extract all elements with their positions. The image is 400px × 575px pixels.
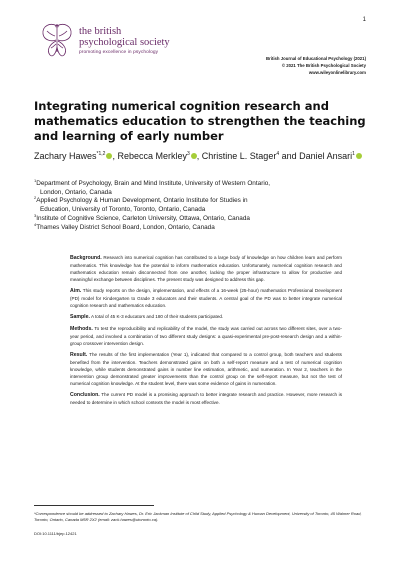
- abstract-text: A total of 45 K-3 educators and 180 of their students participated.: [90, 314, 224, 319]
- author-name[interactable]: Rebecca Merkley: [117, 151, 187, 161]
- journal-name: British Journal of Educational Psychology (2021): [265, 56, 366, 61]
- abstract-heading: Conclusion.: [70, 392, 100, 398]
- society-name-line2: psychological society: [79, 37, 170, 48]
- affiliation-item: [34, 197, 374, 214]
- doi-reference[interactable]: DOI:10.1111/bjep.12421: [34, 531, 77, 536]
- author-affiliation-mark: 4: [276, 151, 280, 157]
- journal-url[interactable]: www.wileyonlinelibrary.com: [308, 70, 366, 75]
- author-affiliation-mark: 1: [352, 151, 355, 157]
- affiliation-number: 3: [34, 212, 37, 218]
- abstract-conclusion: [70, 391, 342, 406]
- abstract-text: To test the reproducibility and replicability of the model, the study was carried out across two different sites, over a two-year period, and involved a combination of two different study designs: a quasi-experimental pre-post-research design and a within-group crossover intervention design.: [70, 326, 342, 346]
- author-affiliation-mark: *1,2: [96, 151, 106, 157]
- author-separator: ,: [196, 151, 202, 161]
- affiliation-text-cont: London, Ontario, Canada: [40, 188, 112, 196]
- abstract-text: The current PD model is a promising approach to better integrate research and practice. However, more research is needed to determine in which school contexts the model is most effective.: [70, 392, 342, 405]
- correspondence-footnote: *Correspondence should be addressed to Zachary Hawes, Dr. Eric Jackman Institute of Child Study, Applied Psychology & Human Development, University of Toronto, 45 Walmer Road, Toronto, Ontario, Canada M5R 2X2 (email: zack.hawes@utoronto.ca).: [34, 511, 362, 523]
- abstract-methods: [70, 325, 342, 347]
- author-affiliation-mark: 3: [186, 151, 190, 157]
- abstract-background: [70, 254, 342, 283]
- author-name[interactable]: Daniel Ansari: [299, 151, 353, 161]
- affiliation-text: Applied Psychology & Human Development, Ontario Institute for Studies in: [36, 197, 248, 205]
- abstract-heading: Background.: [70, 255, 102, 261]
- affiliation-item: [34, 177, 374, 197]
- affiliation-item: [34, 221, 374, 233]
- abstract-heading: Result.: [70, 352, 88, 358]
- abstract-text: Research into numerical cognition has contributed to a large body of knowledge on how children learn and perform mathematics. This knowledge has the potential to inform mathematics education. Unfortunately, numerical cognition research and mathematics education remain disconnected from one another, lacking the proper infrastructure to allow for productive and meaningful exchange between disciplines. The present study was designed to address this gap.: [70, 255, 343, 282]
- society-tagline: promoting excellence in psychology: [79, 50, 159, 55]
- author-separator: and: [279, 151, 300, 161]
- abstract-sample: [70, 313, 342, 321]
- abstract-result: [70, 351, 342, 387]
- abstract-heading: Aim.: [70, 288, 82, 294]
- affiliation-text: Institute of Cognitive Science, Carleton University, Ottawa, Ontario, Canada: [36, 214, 250, 222]
- society-name-line1: the british: [79, 26, 122, 37]
- society-logo: [36, 20, 206, 80]
- footnote-divider: [34, 505, 154, 506]
- author-name[interactable]: Zachary Hawes: [34, 151, 97, 161]
- orcid-icon[interactable]: [356, 153, 362, 159]
- journal-copyright: © 2021 The British Psychological Society: [281, 63, 366, 68]
- author-separator: ,: [112, 151, 118, 161]
- affiliation-text: Thames Valley District School Board, London, Ontario, Canada: [36, 223, 215, 231]
- abstract-heading: Methods.: [70, 326, 93, 332]
- abstract-text: This study reports on the design, implementation, and effects of a 16-week (25-hour) mathematics Professional Development (PD) model for Kindergarten to Grade 3 educators and their students. A central goal of the PD was to better integrate numerical cognition research and mathematics education.: [70, 288, 342, 308]
- journal-info: [266, 55, 366, 76]
- page-number: 1: [362, 17, 366, 23]
- article-title: Integrating numerical cognition research and mathematics education to strengthen the teaching and learning of early number: [34, 99, 366, 143]
- affiliation-text: Department of Psychology, Brain and Mind Institute, University of Western Ontario,: [36, 180, 271, 187]
- affiliation-list: [34, 177, 374, 232]
- affiliation-number: 2: [34, 195, 37, 201]
- affiliation-number: 4: [34, 221, 37, 227]
- affiliation-number: 1: [34, 177, 37, 183]
- abstract: [70, 254, 342, 410]
- author-name[interactable]: Christine L. Stager: [201, 151, 277, 161]
- abstract-aim: [70, 287, 342, 309]
- abstract-text: The results of the first implementation (Year 1), indicated that compared to a control group, both teachers and students benefited from the intervention. Teachers demonstrated gains on both a self-report measure and a test of numerical cognition knowledge, while students demonstrated gains in number line estimation, arithmetic, and numeration. In Year 2, teachers in the intervention group demonstrated greater improvements than the control group on the self-report measure, but not the test of numerical cognition knowledge. At the student level, there was some evidence of gains in numeration.: [70, 352, 342, 386]
- psyche-butterfly-icon: [36, 20, 78, 62]
- author-list: [34, 150, 374, 163]
- abstract-heading: Sample.: [70, 314, 90, 320]
- affiliation-text-cont: Education, University of Toronto, Toronto, Ontario, Canada: [40, 206, 206, 214]
